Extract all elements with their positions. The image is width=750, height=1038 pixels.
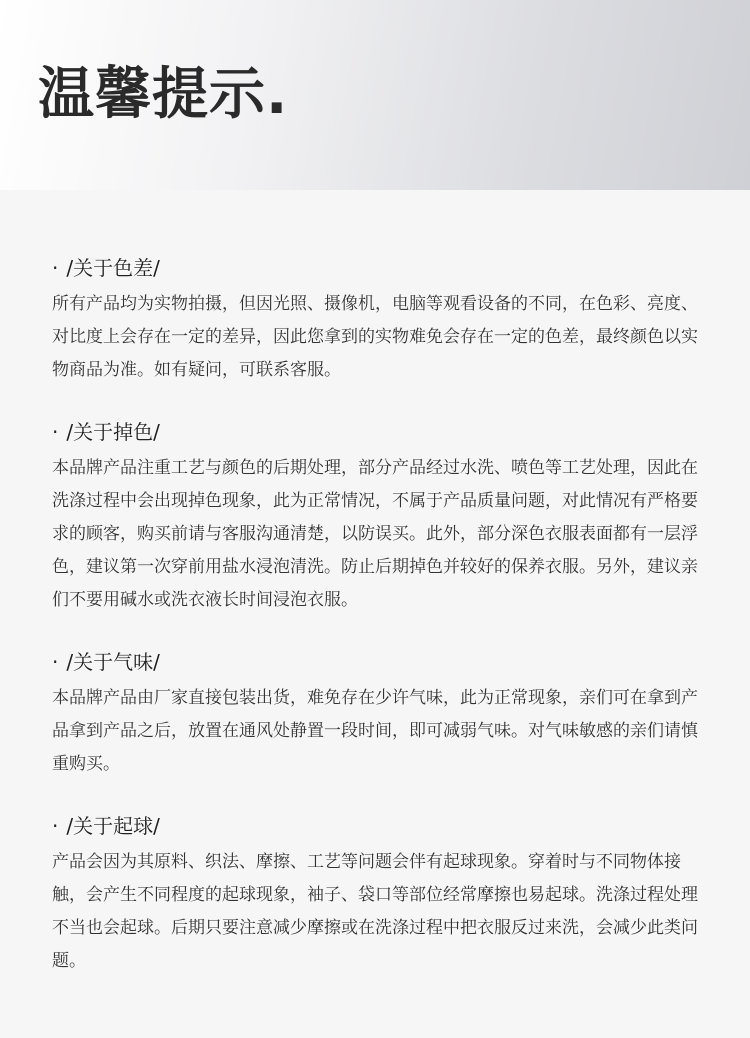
section-heading [52, 256, 704, 280]
header-banner [0, 0, 750, 190]
section-body: 产品会因为其原料、织法、摩擦、工艺等问题会伴有起球现象。穿着时与不同物体接触，会产生不同程度的起球现象，袖子、袋口等部位经常摩擦也易起球。洗涤过程处理不当也会起球。后期只要注意减少摩擦或在洗涤过程中把衣服反过来洗，会减少此类问题。 [52, 852, 698, 971]
notice-content [0, 190, 704, 978]
section-heading [52, 650, 704, 674]
section-heading-text: /关于起球/ [66, 814, 160, 838]
bullet-icon: · [52, 420, 59, 444]
bullet-icon: · [52, 650, 59, 674]
section-body: 本品牌产品注重工艺与颜色的后期处理，部分产品经过水洗、喷色等工艺处理，因此在洗涤过程中会出现掉色现象，此为正常情况，不属于产品质量问题，对此情况有严格要求的顾客，购买前请与客服沟通清楚，以防误买。此外，部分深色衣服表面都有一层浮色，建议第一次穿前用盐水浸泡清洗。防止后期掉色并较好的保养衣服。另外，建议亲们不要用碱水或洗衣液长时间浸泡衣服。 [52, 458, 698, 610]
section-body: 本品牌产品由厂家直接包装出货，难免存在少许气味，此为正常现象，亲们可在拿到产品拿到产品之后，放置在通风处静置一段时间，即可减弱气味。对气味敏感的亲们请慎重购买。 [52, 688, 698, 774]
section-heading-text: /关于掉色/ [66, 420, 160, 444]
section-heading [52, 420, 704, 444]
section-color-difference [52, 256, 704, 387]
section-fading [52, 420, 704, 617]
page-title: 温馨提示. [38, 62, 289, 127]
section-heading [52, 814, 704, 838]
section-heading-text: /关于气味/ [66, 650, 160, 674]
bullet-icon: · [52, 256, 59, 280]
bullet-icon: · [52, 814, 59, 838]
section-heading-text: /关于色差/ [66, 256, 160, 280]
section-pilling [52, 814, 704, 978]
section-odor [52, 650, 704, 781]
section-body: 所有产品均为实物拍摄，但因光照、摄像机，电脑等观看设备的不同，在色彩、亮度、对比度上会存在一定的差异，因此您拿到的实物难免会存在一定的色差，最终颜色以实物商品为准。如有疑问，可联系客服。 [52, 294, 698, 380]
